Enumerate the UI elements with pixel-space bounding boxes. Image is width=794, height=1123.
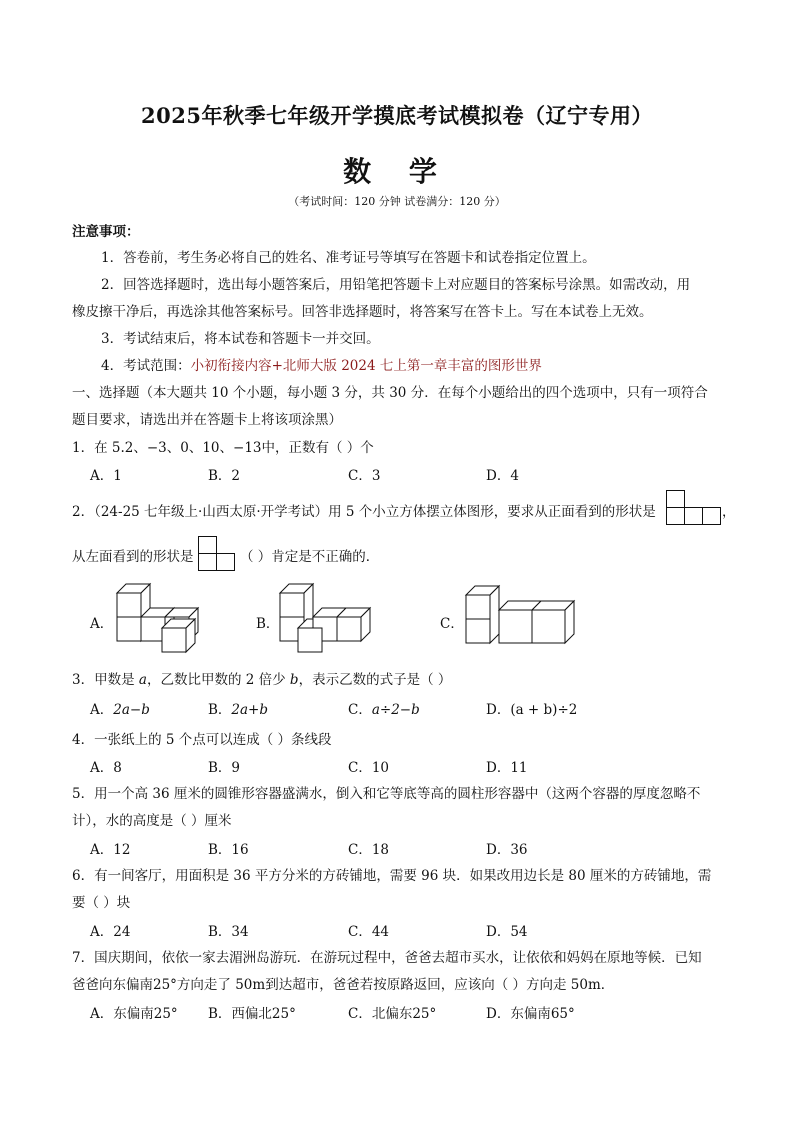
exam-scope: 小初衔接内容+北师大版 2024 七上第一章丰富的图形世界 <box>190 358 542 374</box>
q1-stem: 1．在 5.2、−3、0、10、−13中，正数有（ ）个 <box>72 440 374 456</box>
q3-option-d: D．(a + b)÷2 <box>486 702 578 718</box>
q3-option-c: C．a÷2−b <box>348 702 420 718</box>
q2-comma: ， <box>722 504 736 520</box>
q7-option-c: C．北偏东25° <box>348 1006 437 1022</box>
subject-title: 数 学 <box>343 155 451 188</box>
q7-option-d: D．东偏南65° <box>486 1006 575 1022</box>
q3-expr-d: (a + b)÷2 <box>510 702 578 718</box>
q2-stem-c: （ ）肯定是不正确的． <box>240 549 380 565</box>
exam-info: （考试时间：120 分钟 试卷满分：120 分） <box>288 195 506 208</box>
q2-option-c-label: C． <box>440 616 464 632</box>
q5-line1: 5．用一个高 36 厘米的圆锥形容器盛满水，倒入和它等底等高的圆柱形容器中（这两个容器的厚度忽略不 <box>72 786 701 802</box>
cube-figure-b <box>276 580 376 660</box>
cube-figure-c <box>462 580 582 660</box>
q6-line2: 要（ ）块 <box>72 895 131 911</box>
q4-option-d: D．11 <box>486 760 528 776</box>
q5-option-d: D．36 <box>486 842 528 858</box>
q6-option-c: C．44 <box>348 924 390 940</box>
cube-figure-a <box>110 580 210 660</box>
notice-item-2-cont: 橡皮擦干净后，再选涂其他答案标号。回答非选择题时，将答案写在答卡上。写在本试卷上无效。 <box>72 304 653 320</box>
q3-option-a: A．2a−b <box>90 702 150 718</box>
q2-stem-b: 从左面看到的形状是 <box>72 549 194 565</box>
q4-option-b: B．9 <box>208 760 241 776</box>
notice-heading: 注意事项： <box>72 224 140 240</box>
q2-option-a-label: A． <box>90 616 114 632</box>
notice-item-2: 2．回答选择题时，选出每小题答案后，用铅笔把答题卡上对应题目的答案标号涂黑。如需改动，用 <box>101 277 691 293</box>
q1-option-c: C．3 <box>348 468 381 484</box>
q1-option-b: B．2 <box>208 468 241 484</box>
front-view-figure <box>666 490 722 526</box>
q7-option-b: B．西偏北25° <box>208 1006 296 1022</box>
q1-option-d: D．4 <box>486 468 519 484</box>
scope-prefix: 4．考试范围： <box>101 358 191 374</box>
q5-line2: 计），水的高度是（ ）厘米 <box>72 813 232 829</box>
q6-line1: 6．有一间客厅，用面积是 36 平方分米的方砖铺地，需要 96 块．如果改用边长是 80 厘米的方砖铺地，需 <box>72 868 712 884</box>
q5-option-a: A．12 <box>90 842 131 858</box>
q4-option-c: C．10 <box>348 760 390 776</box>
section1-line1: 一、选择题（本大题共 10 个小题，每小题 3 分，共 30 分．在每个小题给出的四个选项中，只有一项符合 <box>72 385 708 401</box>
notice-item-1: 1．答卷前，考生务必将自己的姓名、准考证号等填写在答题卡和试卷指定位置上。 <box>101 250 596 266</box>
q4-option-a: A．8 <box>90 760 122 776</box>
notice-item-4 <box>101 354 542 374</box>
q7-line2: 爸爸向东偏南25°方向走了 50m到达超市，爸爸若按原路返回，应该向（ ）方向走 50m． <box>72 977 615 993</box>
q6-option-a: A．24 <box>90 924 131 940</box>
q7-line1: 7．国庆期间，依依一家去湄洲岛游玩．在游玩过程中，爸爸去超市买水，让依依和妈妈在原地等候．已知 <box>72 950 702 966</box>
q6-option-b: B．34 <box>208 924 249 940</box>
q6-option-d: D．54 <box>486 924 528 940</box>
q3-expr-b: 2a+b <box>231 702 269 718</box>
q3-expr-c: a÷2−b <box>371 702 420 718</box>
q3-stem: 3．甲数是 a，乙数比甲数的 2 倍少 b，表示乙数的式子是（ ） <box>72 672 452 688</box>
q5-option-b: B．16 <box>208 842 249 858</box>
q2-stem-a: 2．（24-25 七年级上·山西太原·开学考试）用 5 个小立方体摆立体图形，要求从正面看到的形状是 <box>72 504 656 520</box>
q5-option-c: C．18 <box>348 842 390 858</box>
q1-option-a: A．1 <box>90 468 122 484</box>
q4-stem: 4．一张纸上的 5 个点可以连成（ ）条线段 <box>72 732 332 748</box>
q7-option-a: A．东偏南25° <box>90 1006 178 1022</box>
notice-item-3: 3．考试结束后，将本试卷和答题卡一并交回。 <box>101 331 380 347</box>
left-view-figure <box>198 536 236 572</box>
exam-title: 2025年秋季七年级开学摸底考试模拟卷（辽宁专用） <box>141 103 653 128</box>
q2-option-b-label: B． <box>256 616 280 632</box>
q3-expr-a: 2a−b <box>113 702 150 718</box>
section1-line2: 题目要求，请选出并在答题卡上将该项涂黑） <box>72 412 342 428</box>
q3-option-b: B．2a+b <box>208 702 269 718</box>
